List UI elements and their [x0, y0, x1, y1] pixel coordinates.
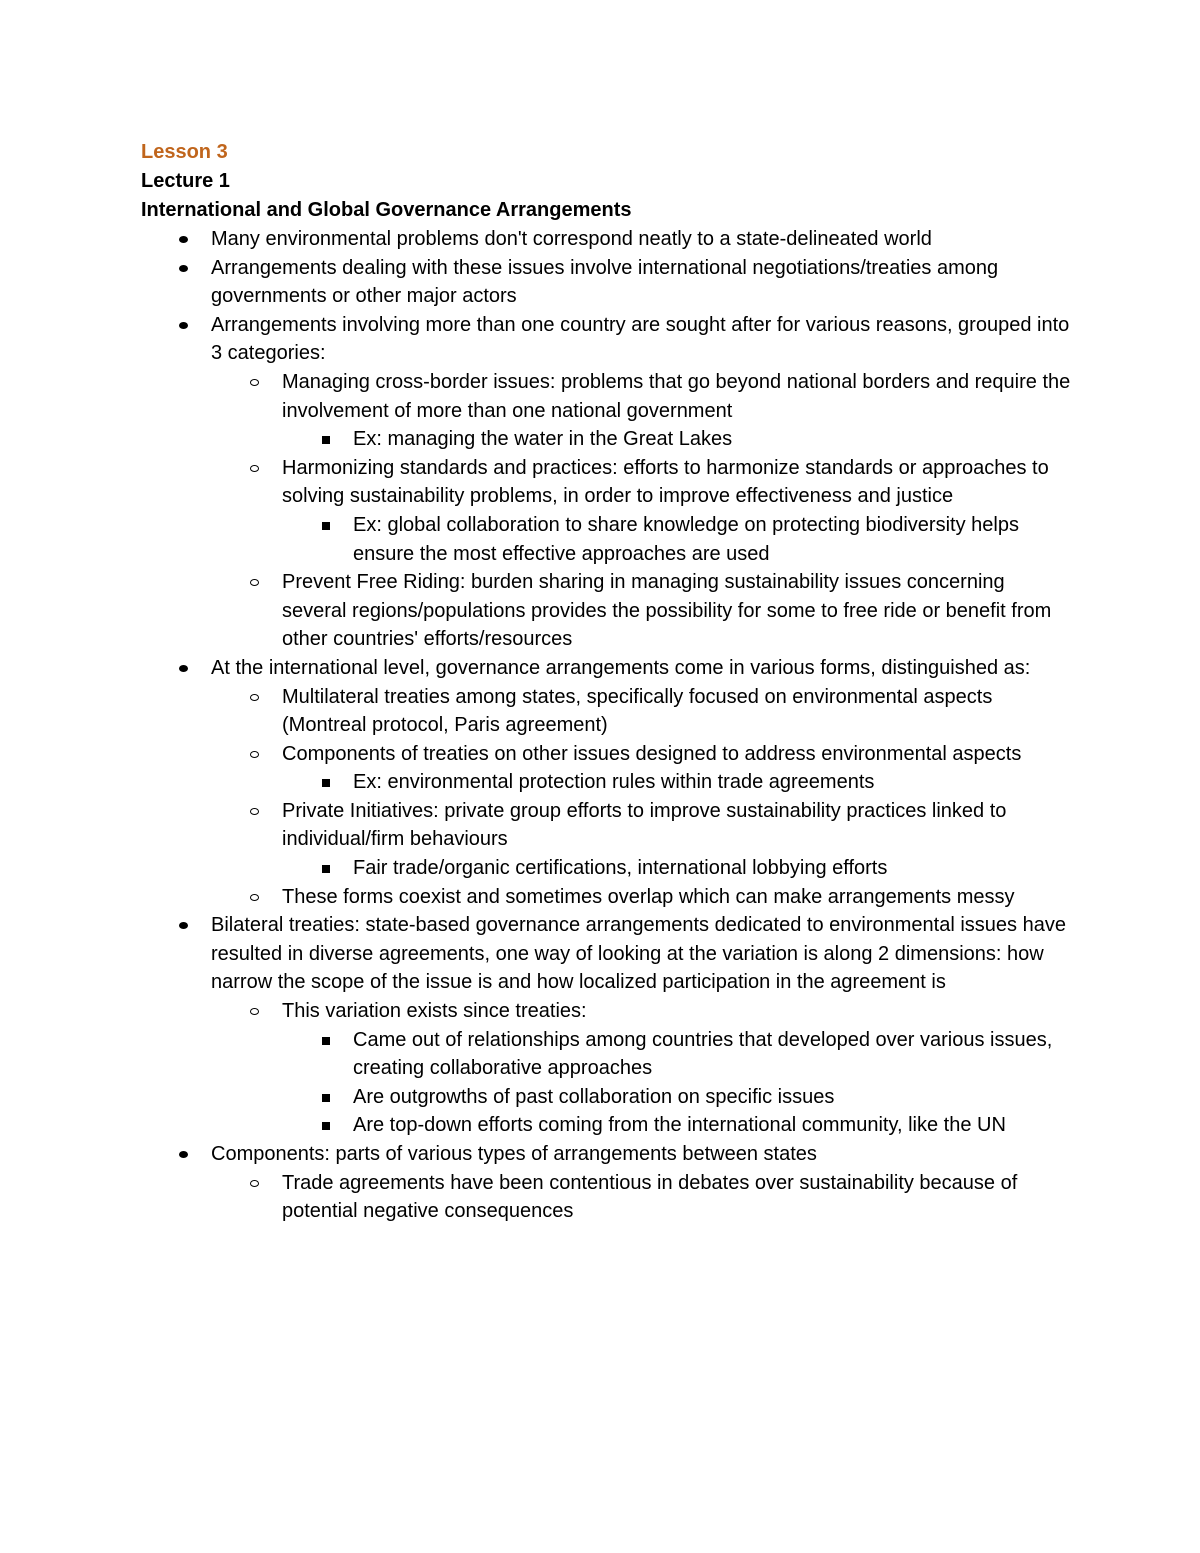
list-item-text: Came out of relationships among countries that developed over various issues, creating collaborative approaches: [353, 1028, 1053, 1080]
bullet-list: [141, 225, 1071, 1226]
bullet-circle-icon: [250, 465, 259, 472]
sub-sub-list: [211, 768, 1071, 797]
sub-list: [141, 1169, 1071, 1226]
list-item: [211, 454, 1071, 568]
list-item-text: Managing cross-border issues: problems that go beyond national borders and require the involvement of more than one national government: [282, 370, 1071, 422]
list-item-text: Many environmental problems don't correspond neatly to a state-delineated world: [211, 228, 932, 250]
bullet-disc-icon: [179, 265, 188, 272]
list-item: [211, 997, 1071, 1140]
sub-sub-list: [211, 854, 1071, 883]
list-item-text: Harmonizing standards and practices: efforts to harmonize standards or approaches to solving sustainability problems, in order to improve effectiveness and justice: [282, 456, 1049, 508]
list-item-text: Components of treaties on other issues designed to address environmental aspects: [282, 742, 1022, 765]
bullet-disc-icon: [179, 665, 188, 672]
list-item: [211, 883, 1071, 912]
document-page: [141, 138, 1071, 1226]
bullet-square-icon: [322, 1094, 330, 1102]
bullet-disc-icon: [179, 322, 188, 329]
list-item-text: Private Initiatives: private group efforts to improve sustainability practices linked to individual/firm behaviours: [282, 799, 1007, 851]
list-item: [141, 654, 1071, 911]
bullet-circle-icon: [250, 694, 259, 701]
list-item: [141, 1140, 1071, 1226]
list-item: [282, 1026, 1071, 1083]
list-item: [282, 1083, 1071, 1112]
list-item: [282, 425, 1071, 454]
list-item: [141, 911, 1071, 1140]
list-item: [211, 797, 1071, 883]
list-item: [141, 254, 1071, 311]
lesson-heading: Lesson 3: [141, 141, 228, 163]
list-item-text: Multilateral treaties among states, specifically focused on environmental aspects (Montreal protocol, Paris agreement): [282, 685, 993, 737]
list-item-text: Components: parts of various types of arrangements between states: [211, 1143, 817, 1165]
list-item: [211, 683, 1071, 740]
list-item: [282, 768, 1071, 797]
sub-sub-list: [211, 1026, 1071, 1140]
bullet-circle-icon: [250, 894, 259, 901]
sub-list: [141, 368, 1071, 654]
sub-sub-list: [211, 425, 1071, 454]
bullet-circle-icon: [250, 379, 259, 386]
bullet-disc-icon: [179, 236, 188, 243]
list-item: [141, 311, 1071, 654]
list-item-text: Arrangements dealing with these issues involve international negotiations/treaties among governments or other major actors: [211, 256, 999, 308]
list-item-text: Are outgrowths of past collaboration on specific issues: [353, 1085, 835, 1108]
bullet-disc-icon: [179, 1151, 188, 1158]
bullet-circle-icon: [250, 751, 259, 758]
list-item-text: Ex: managing the water in the Great Lakes: [353, 428, 733, 451]
list-item: [141, 225, 1071, 254]
list-item-text: Fair trade/organic certifications, international lobbying efforts: [353, 857, 888, 880]
bullet-square-icon: [322, 779, 330, 787]
section-title: International and Global Governance Arrangements: [141, 199, 632, 221]
list-item: [282, 854, 1071, 883]
bullet-square-icon: [322, 1037, 330, 1045]
bullet-disc-icon: [179, 922, 188, 929]
sub-list: [141, 997, 1071, 1140]
bullet-square-icon: [322, 436, 330, 444]
sub-sub-list: [211, 511, 1071, 568]
list-item: [211, 1169, 1071, 1226]
bullet-circle-icon: [250, 808, 259, 815]
list-item-text: Bilateral treaties: state-based governance arrangements dedicated to environmental issues have resulted in diverse agreements, one way of looking at the variation is along 2 dimensions: how narrow the scope of the issue is and how localized participation in the agreement is: [211, 914, 1066, 994]
list-item-text: Are top-down efforts coming from the international community, like the UN: [353, 1114, 1006, 1137]
list-item-text: This variation exists since treaties:: [282, 1000, 587, 1023]
list-item-text: At the international level, governance arrangements come in various forms, distinguished as:: [211, 656, 1031, 679]
bullet-square-icon: [322, 1122, 330, 1130]
lecture-heading: Lecture 1: [141, 170, 230, 192]
list-item-text: Ex: environmental protection rules within trade agreements: [353, 771, 875, 794]
list-item-text: These forms coexist and sometimes overlap which can make arrangements messy: [282, 885, 1015, 908]
bullet-square-icon: [322, 865, 330, 873]
list-item: [211, 740, 1071, 797]
list-item: [211, 568, 1071, 654]
list-item: [282, 1111, 1071, 1140]
bullet-circle-icon: [250, 579, 259, 586]
list-item-text: Prevent Free Riding: burden sharing in managing sustainability issues concerning several regions/populations provides the possibility for some to free ride or benefit from other countries' efforts/resources: [282, 571, 1052, 651]
bullet-square-icon: [322, 522, 330, 530]
bullet-circle-icon: [250, 1008, 259, 1015]
sub-list: [141, 683, 1071, 912]
list-item-text: Ex: global collaboration to share knowledge on protecting biodiversity helps ensure the most effective approaches are used: [353, 513, 1019, 565]
list-item-text: Trade agreements have been contentious in debates over sustainability because of potential negative consequences: [282, 1171, 1018, 1223]
bullet-circle-icon: [250, 1180, 259, 1187]
list-item: [282, 511, 1071, 568]
list-item-text: Arrangements involving more than one country are sought after for various reasons, grouped into 3 categories:: [211, 313, 1070, 365]
list-item: [211, 368, 1071, 454]
